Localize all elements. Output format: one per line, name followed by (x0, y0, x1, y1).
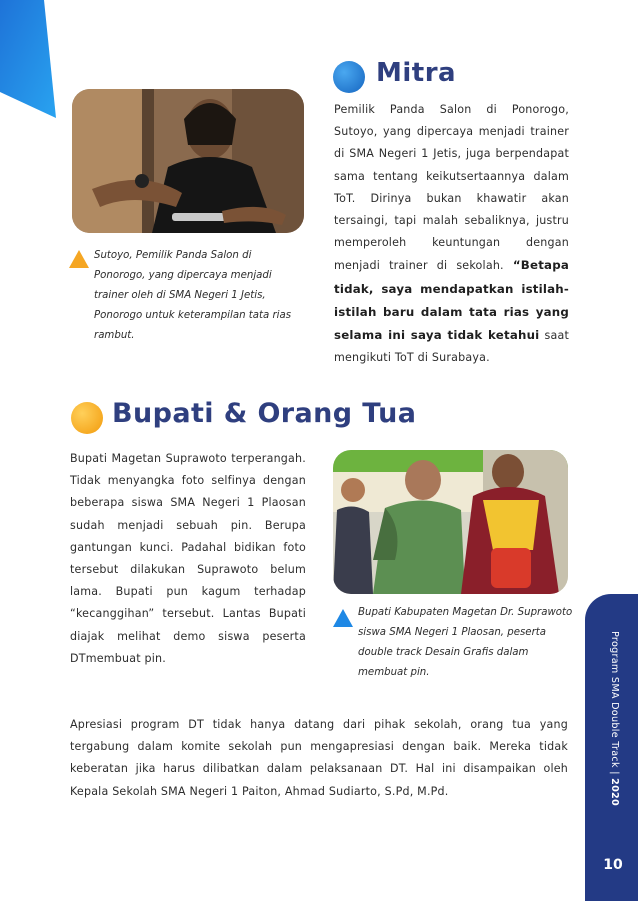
sidebar-year: 2020 (609, 778, 620, 807)
bupati-body-text: Bupati Magetan Suprawoto terperangah. Tidak menyangka foto selfinya dengan beberapa siswa SMA Negeri 1 Plaosan sudah menjadi sebuah pin. Berupa gantungan kunci. Padahal bidikan foto tersebut dilakukan Suprawoto belum lama. Bupati pun kagum terhadap “kecanggihan” tersebut. Lantas Bupati diajak melihat demo siswa peserta DTmembuat pin. (70, 452, 306, 665)
sidebar-program-text: Program SMA Double Track | (609, 631, 620, 775)
mitra-body-quote: “Betapa tidak, saya mendapatkan istilah-istilah baru dalam tata rias yang selama ini saya tidak ketahui (334, 258, 569, 343)
closing-body-text: Apresiasi program DT tidak hanya datang dari pihak sekolah, orang tua yang tergabung dalam komite sekolah pun mengapresiasi dengan baik. Mereka tidak keberatan jika harus dilibatkan dalam pelaksanaan DT. Hal ini disampaikan oleh Kepala Sekolah SMA Negeri 1 Paiton, Ahmad Sudiarto, S.Pd, M.Pd. (70, 718, 568, 798)
decorative-corner-shape (0, 0, 60, 120)
trainer-photo (72, 89, 304, 233)
caption-triangle-icon (69, 250, 89, 268)
mitra-body-text (334, 99, 569, 369)
mitra-body-plain-2: saat mengikuti ToT di Surabaya. (334, 329, 569, 365)
sidebar-program-label (600, 631, 620, 811)
mitra-heading: Mitra (376, 58, 457, 88)
bupati-heading: Bupati & Orang Tua (112, 398, 417, 429)
bupati-photo-caption: Bupati Kabupaten Magetan Dr. Suprawoto siswa SMA Negeri 1 Plaosan, peserta double track Desain Grafis dalam membuat pin. (358, 607, 573, 678)
trainer-photo-caption: Sutoyo, Pemilik Panda Salon di Ponorogo, yang dipercaya menjadi trainer oleh di SMA Negeri 1 Jetis, Ponorogo untuk keterampilan tata rias rambut. (94, 250, 292, 341)
bupati-bullet-icon (71, 402, 103, 434)
mitra-body-plain-1: Pemilik Panda Salon di Ponorogo, Sutoyo, yang dipercaya menjadi trainer di SMA Negeri 1 Jetis, juga berpendapat sama tentang keikutsertaannya dalam ToT. Dirinya bukan khawatir akan tersaingi, tapi malah sebaliknya, justru memperoleh keuntungan dengan menjadi trainer di sekolah. (334, 103, 569, 273)
bupati-photo (333, 450, 568, 594)
mitra-bullet-icon (333, 61, 365, 93)
caption-triangle-icon (333, 609, 353, 627)
page-number: 10 (603, 857, 623, 873)
